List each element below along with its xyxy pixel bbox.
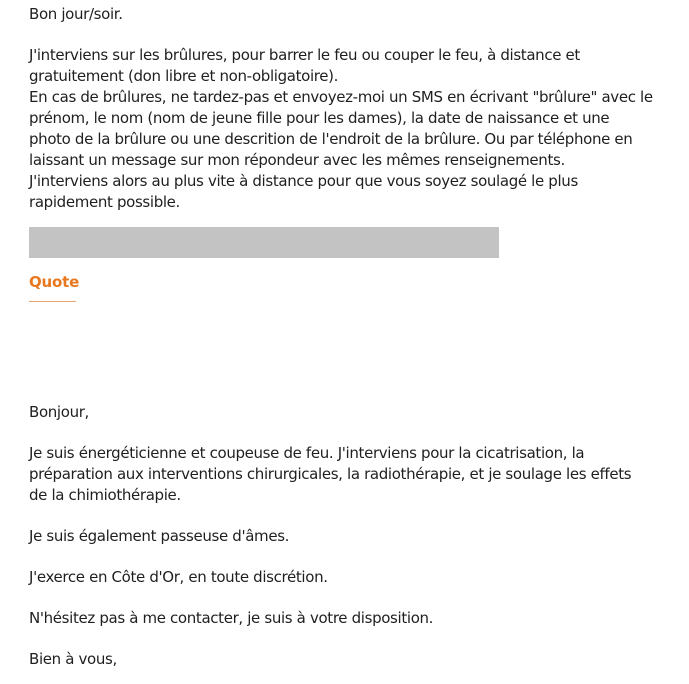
post-intro-line: J'interviens sur les brûlures, pour barrer le feu ou couper le feu, à distance et (29, 46, 580, 64)
reply-closing: Bien à vous, (29, 650, 117, 668)
reply-location-line: J'exerce en Côte d'Or, en toute discrétion. (29, 568, 328, 586)
reply-post (29, 402, 679, 670)
post-intro-line: gratuitement (don libre et non-obligatoire). (29, 67, 339, 85)
paragraph-gap (29, 423, 679, 443)
post-intro-line: En cas de brûlures, ne tardez-pas et envoyez-moi un SMS en écrivant "brûlure" avec le (29, 88, 653, 106)
quote-link[interactable]: Quote (29, 273, 80, 291)
paragraph-gap (29, 25, 679, 45)
post-intro-line: prénom, le nom (nom de jeune fille pour les dames), la date de naissance et une (29, 109, 610, 127)
quote-underline (29, 301, 76, 302)
paragraph-gap (29, 506, 679, 526)
paragraph-gap (29, 629, 679, 649)
paragraph-gap (29, 547, 679, 567)
paragraph-gap (29, 588, 679, 608)
post-intro-line: laissant un message sur mon répondeur avec les mêmes renseignements. (29, 151, 565, 169)
reply-soul-line: Je suis également passeuse d'âmes. (29, 527, 290, 545)
original-post (29, 0, 679, 213)
post-greeting: Bon jour/soir. (29, 5, 123, 23)
reply-body (29, 443, 679, 506)
post-intro-line: J'interviens alors au plus vite à distance pour que vous soyez soulagé le plus (29, 172, 578, 190)
post-intro-line: photo de la brûlure ou une descrition de l'endroit de la brûlure. Ou par téléphone en (29, 130, 633, 148)
reply-body-line: préparation aux interventions chirurgicales, la radiothérapie, et je soulage les effets (29, 465, 632, 483)
reply-body-line: de la chimiothérapie. (29, 486, 181, 504)
post-intro (29, 45, 679, 213)
reply-body-line: Je suis énergéticienne et coupeuse de feu. J'interviens pour la cicatrisation, la (29, 444, 585, 462)
post-intro-line: rapidement possible. (29, 193, 180, 211)
redacted-signature-block (29, 227, 499, 258)
reply-greeting: Bonjour, (29, 403, 89, 421)
reply-contact-line: N'hésitez pas à me contacter, je suis à votre disposition. (29, 609, 434, 627)
